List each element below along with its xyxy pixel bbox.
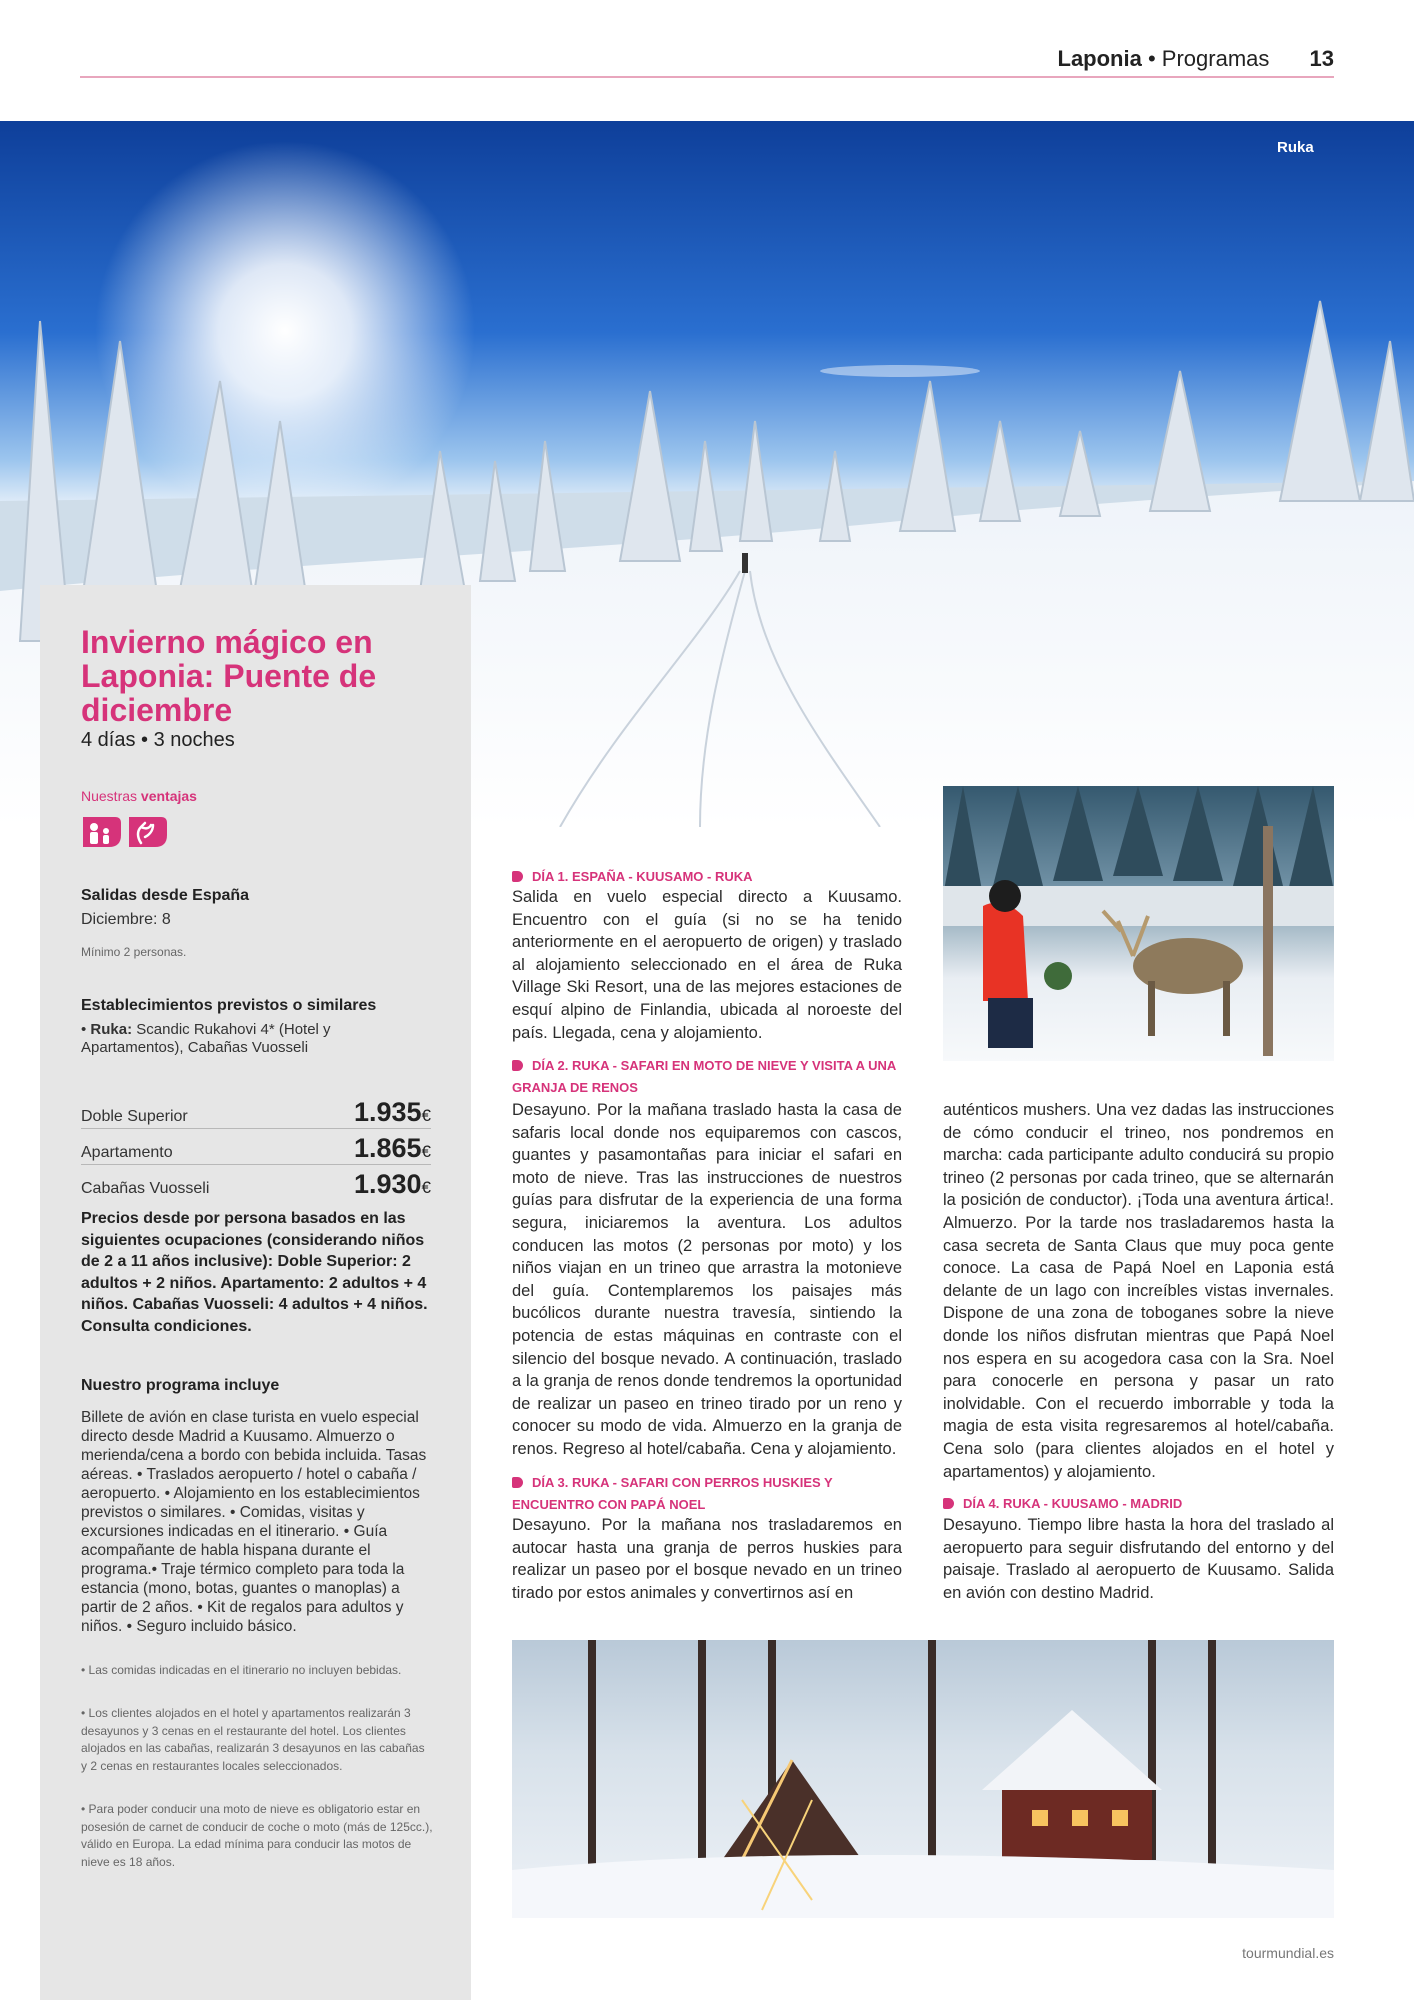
prices-note: Precios desde por persona basados en las siguientes ocupaciones (considerando niños de 2 a 11 años inclusive): Doble Superior: 2 adultos + 2 niños. Apartamento: 2 adultos + 4 niños. Cabañas Vuosseli: 4 adultos + 4 niños. Consulta condiciones. bbox=[81, 1210, 428, 1335]
header-breadcrumb bbox=[1058, 46, 1335, 72]
day3-text: Desayuno. Por la mañana nos trasladaremos en autocar hasta una granja de perros huskies para realizar un paseo por el bosque nevado en un trineo tirado por estos animales y convertirnos así en bbox=[512, 1516, 902, 1602]
day2-heading: DÍA 2. RUKA - SAFARI EN MOTO DE NIEVE Y VISITA A UNA GRANJA DE RENOS bbox=[512, 1058, 896, 1095]
price-row-cabanas bbox=[81, 1166, 431, 1200]
header-subsection: Programas bbox=[1161, 46, 1270, 71]
price-value: 1.865€ bbox=[353, 1133, 431, 1163]
family-icon bbox=[83, 817, 121, 847]
day2-text: Desayuno. Por la mañana traslado hasta la casa de safaris local donde nos equiparemos con cascos, guantes y pasamontañas para iniciar el safari en moto de nieve. Tras las instrucciones de nuestros guías para disfrutar de la experiencia de una forma segura, iniciaremos la aventura. Los adultos conducen las motos (2 personas por moto) y los niños viajan en un trineo que arrastra la motonieve del guía. Contemplaremos los paisajes más bucólicos durante nuestra travesía, sintiendo la potencia de estas máquinas en contraste con el silencio del bosque nevado. A continuación, traslado a la granja de renos donde tendremos la oportunidad de realizar un paseo en trineo tirado por un reno y conocer su modo de vida. Almuerzo en la granja de renos. Regreso al hotel/cabaña. Cena y alojamiento. bbox=[512, 1101, 902, 1458]
hand-ok-icon bbox=[129, 817, 167, 847]
price-name: Apartamento bbox=[81, 1144, 173, 1161]
price-row-doble-superior bbox=[81, 1094, 431, 1129]
page-header bbox=[80, 44, 1334, 78]
note-accommodation: • Los clientes alojados en el hotel y apartamentos realizarán 3 desayunos y 3 cenas en el restaurante del hotel. Los clientes alojados en las cabañas, realizarán 3 desayunos en las cabañas y 2 cenas en restaurantes locales seleccionados. bbox=[81, 1706, 425, 1773]
advantages-highlight: ventajas bbox=[140, 788, 197, 804]
note-meals: • Las comidas indicadas en el itinerario no incluyen bebidas. bbox=[81, 1663, 402, 1677]
reindeer-photo bbox=[943, 786, 1334, 1061]
day4-text: Desayuno. Tiempo libre hasta la hora del traslado al aeropuerto para seguir disfrutando del entorno y del paisaje. Traslado al aeropuerto de Kuusamo. Salida en avión con destino Madrid. bbox=[943, 1516, 1334, 1602]
header-section: Laponia bbox=[1057, 46, 1142, 71]
tag-flag-icon bbox=[512, 871, 523, 882]
day1-text: Salida en vuelo especial directo a Kuusamo. Encuentro con el guía (si no se ha tenido anteriormente en el aeropuerto de origen) y traslado al alojamiento seleccionado en el área de Ruka Village Ski Resort, una de las mejores estaciones de esquí alpino de Finlandia, ubicada al noroeste del país. Llegada, cena y alojamiento. bbox=[512, 888, 902, 1042]
advantages-label bbox=[81, 788, 197, 804]
includes-text: Billete de avión en clase turista en vuelo especial directo desde Madrid a Kuusamo. Almuerzo o merienda/cena a bordo con bebida incluida. Tasas aéreas. • Traslados aeropuerto / hotel o cabaña / aeropuerto. • Alojamiento en los establecimientos previstos o similares. • Comidas, visitas y excursiones indicadas en el itinerario. • Guía acompañante de habla hispana durante el programa.• Traje térmico completo para toda la estancia (mono, botas, guantes o manoplas) a partir de 2 años. • Kit de regalos para adultos y niños. • Seguro incluido básico. bbox=[81, 1409, 427, 1635]
program-title: Invierno mágico en Laponia: Puente de diciembre bbox=[81, 624, 377, 728]
note-snowmobile: • Para poder conducir una moto de nieve es obligatorio estar en posesión de carnet de conducir de coche o moto (más de 125cc.), válido en Europa. La edad mínima para conducir las motos de nieve es 18 años. bbox=[81, 1802, 433, 1869]
establishment-place: Ruka: bbox=[90, 1021, 133, 1038]
departures-heading: Salidas desde España bbox=[81, 887, 250, 904]
price-value: 1.935€ bbox=[353, 1097, 431, 1127]
tag-flag-icon bbox=[512, 1060, 523, 1071]
establishments-heading: Establecimientos previstos o similares bbox=[81, 997, 377, 1014]
price-value: 1.930€ bbox=[353, 1169, 431, 1199]
footer-site[interactable]: tourmundial.es bbox=[1242, 1945, 1334, 1961]
departures-date: Diciembre: 8 bbox=[81, 911, 171, 928]
tag-flag-icon bbox=[512, 1477, 523, 1488]
minimum-note: Mínimo 2 personas. bbox=[81, 945, 187, 959]
day3-text-continued: auténticos mushers. Una vez dadas las instrucciones de cómo conducir el trineo, nos pondremos en marcha: cada participante adulto conducirá su propio trineo (2 personas por cada trineo, que se alternarán la posición de conductor). ¡Toda una aventura ártica!. Almuerzo. Por la tarde nos trasladaremos hasta la casa secreta de Santa Claus que muy poca gente conoce. La casa de Papá Noel en Laponia está delante de un lago con increíbles vistas invernales. Dispone de una zona de toboganes sobre la nieve donde los niños disfrutan mientras que Papá Noel nos espera en su acogedora casa con la Sra. Noel para conocerle en persona y pasar un rato inolvidable. Con el recuerdo imborrable y toda la magia de esta visita regresaremos al hotel/cabaña. Cena solo (para clientes alojados en el hotel y apartamentos) y alojamiento. bbox=[943, 1101, 1334, 1481]
sidebar-info-panel bbox=[40, 585, 471, 2000]
header-separator: • bbox=[1147, 46, 1156, 71]
price-name: Cabañas Vuosseli bbox=[81, 1180, 210, 1197]
establishment-item: • Ruka: Scandic Rukahovi 4* (Hotel y Apartamentos), Cabañas Vuosseli bbox=[81, 1021, 331, 1056]
hero-caption: Ruka bbox=[1277, 139, 1314, 156]
santa-village-photo bbox=[512, 1640, 1334, 1918]
day1-heading: DÍA 1. ESPAÑA - KUUSAMO - RUKA bbox=[512, 866, 902, 888]
program-duration: 4 días • 3 noches bbox=[81, 729, 235, 751]
establishments-list bbox=[81, 1021, 411, 1057]
advantages-icons bbox=[81, 813, 171, 851]
price-row-apartamento bbox=[81, 1130, 431, 1165]
day3-heading: DÍA 3. RUKA - SAFARI CON PERROS HUSKIES Y ENCUENTRO CON PAPÁ NOEL bbox=[512, 1475, 833, 1512]
advantages-prefix: Nuestras bbox=[81, 788, 138, 804]
includes-heading: Nuestro programa incluye bbox=[81, 1377, 280, 1394]
establishment-text: Scandic Rukahovi 4* (Hotel y Apartamentos), Cabañas Vuosseli bbox=[81, 1021, 331, 1056]
price-name: Doble Superior bbox=[81, 1108, 188, 1125]
day4-heading: DÍA 4. RUKA - KUUSAMO - MADRID bbox=[943, 1493, 1334, 1515]
page-number: 13 bbox=[1309, 46, 1334, 71]
tag-flag-icon bbox=[943, 1498, 954, 1509]
